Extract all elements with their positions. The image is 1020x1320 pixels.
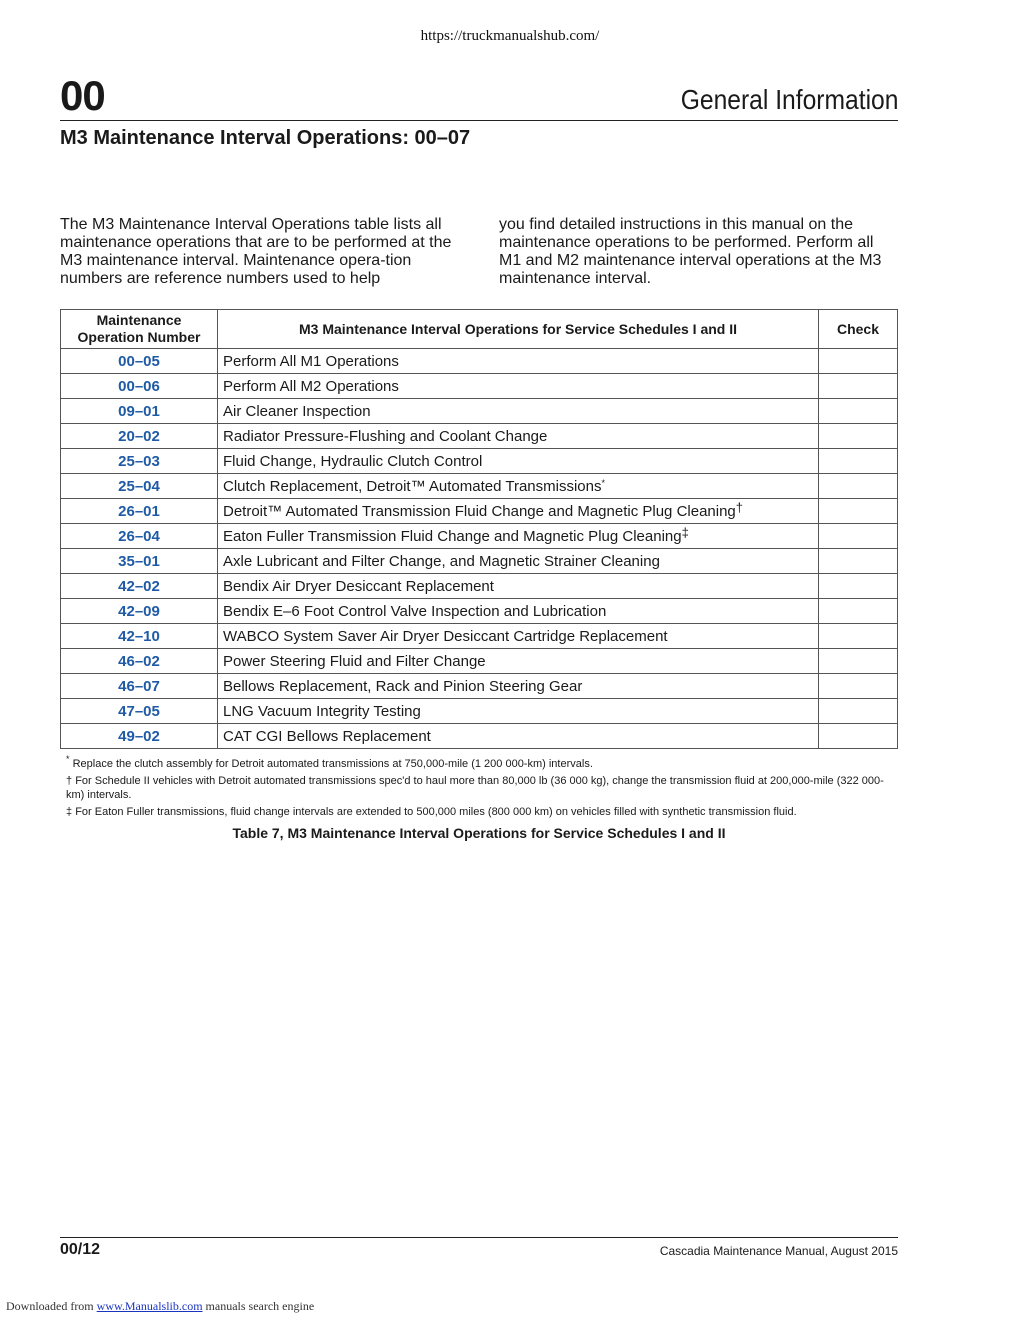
check-cell[interactable]	[819, 624, 898, 649]
table-row	[61, 649, 898, 674]
operation-description	[218, 624, 819, 649]
operation-number-link[interactable]: 20–02	[61, 424, 218, 449]
operation-text: LNG Vacuum Integrity Testing	[223, 702, 421, 720]
table-row	[61, 374, 898, 399]
operation-description	[218, 474, 819, 499]
operation-description	[218, 349, 819, 374]
check-cell[interactable]	[819, 474, 898, 499]
table-row	[61, 399, 898, 424]
check-cell[interactable]	[819, 699, 898, 724]
operation-text: Eaton Fuller Transmission Fluid Change and Magnetic Plug Cleaning	[223, 527, 682, 545]
operation-description	[218, 599, 819, 624]
operation-text: Perform All M1 Operations	[223, 352, 399, 370]
operation-number-link[interactable]: 46–07	[61, 674, 218, 699]
operation-number-link[interactable]: 46–02	[61, 649, 218, 674]
check-cell[interactable]	[819, 599, 898, 624]
source-url: https://truckmanualshub.com/	[420, 28, 600, 44]
operation-description	[218, 499, 819, 524]
operation-description	[218, 674, 819, 699]
operation-number-link[interactable]: 42–10	[61, 624, 218, 649]
table-row	[61, 449, 898, 474]
check-cell[interactable]	[819, 724, 898, 749]
operation-text: CAT CGI Bellows Replacement	[223, 727, 431, 745]
maintenance-operations-table	[60, 309, 898, 749]
check-cell[interactable]	[819, 424, 898, 449]
check-cell[interactable]	[819, 574, 898, 599]
operation-text: Bendix E–6 Foot Control Valve Inspection and Lubrication	[223, 602, 607, 620]
operation-number-link[interactable]: 25–03	[61, 449, 218, 474]
footnote-marker: ‡	[681, 524, 689, 540]
operation-number-link[interactable]: 47–05	[61, 699, 218, 724]
header-operation-number	[61, 310, 218, 349]
operation-description	[218, 424, 819, 449]
operation-number-link[interactable]: 00–05	[61, 349, 218, 374]
operation-text: Fluid Change, Hydraulic Clutch Control	[223, 452, 483, 470]
operation-text: Bellows Replacement, Rack and Pinion Steering Gear	[223, 677, 583, 695]
header-rule	[60, 120, 898, 121]
footnote-marker: *	[601, 477, 606, 488]
table-row	[61, 549, 898, 574]
page-heading: M3 Maintenance Interval Operations: 00–07	[60, 127, 471, 149]
table-row	[61, 474, 898, 499]
operation-description	[218, 574, 819, 599]
table-row	[61, 499, 898, 524]
operation-text: Detroit™ Automated Transmission Fluid Change and Magnetic Plug Cleaning	[223, 502, 736, 520]
footnote-text: Replace the clutch assembly for Detroit automated transmissions at 750,000-mile (1 200 000-km) intervals.	[72, 758, 593, 770]
page-number: 00/12	[60, 1241, 101, 1258]
footnote	[66, 754, 902, 771]
footnote-marker: †	[735, 499, 744, 515]
operation-number-link[interactable]: 42–09	[61, 599, 218, 624]
operation-text: WABCO System Saver Air Dryer Desiccant Cartridge Replacement	[223, 627, 668, 645]
footnote-marker: ‡	[66, 806, 73, 818]
operation-description	[218, 699, 819, 724]
header-number-line2: Operation Number	[77, 329, 201, 345]
operation-number-link[interactable]: 09–01	[61, 399, 218, 424]
table-footnotes	[66, 754, 902, 822]
operation-number-link[interactable]: 35–01	[61, 549, 218, 574]
check-cell[interactable]	[819, 499, 898, 524]
operation-number-link[interactable]: 00–06	[61, 374, 218, 399]
check-cell[interactable]	[819, 399, 898, 424]
footnote	[66, 805, 902, 819]
operation-description	[218, 399, 819, 424]
operation-description	[218, 724, 819, 749]
download-prefix: Downloaded from	[6, 1299, 94, 1313]
footnote-marker: *	[66, 754, 70, 764]
check-cell[interactable]	[819, 549, 898, 574]
operation-text: Clutch Replacement, Detroit™ Automated Transmissions	[223, 477, 602, 495]
table-row	[61, 624, 898, 649]
manualslib-link[interactable]: www.Manualslib.com	[96, 1299, 203, 1313]
operation-text: Radiator Pressure-Flushing and Coolant Change	[223, 427, 548, 445]
table-row	[61, 349, 898, 374]
operation-text: Bendix Air Dryer Desiccant Replacement	[223, 577, 494, 595]
section-number: 00	[60, 72, 105, 119]
table-row	[61, 599, 898, 624]
header-operation: M3 Maintenance Interval Operations for Service Schedules I and II	[218, 310, 819, 349]
manual-title: Cascadia Maintenance Manual, August 2015	[659, 1244, 898, 1258]
footer-rule	[60, 1237, 898, 1238]
intro-paragraph-right: you find detailed instructions in this manual on the maintenance operations to be performed. Perform all M1 and M2 maintenance interval operations at the M3 maintenance interval.	[499, 216, 882, 287]
check-cell[interactable]	[819, 674, 898, 699]
operation-description	[218, 524, 819, 549]
footnote-marker: †	[66, 775, 73, 787]
table-header-row	[61, 310, 898, 349]
section-title: General Information	[680, 84, 898, 115]
operation-description	[218, 549, 819, 574]
table-body	[61, 349, 898, 749]
table-caption: Table 7, M3 Maintenance Interval Operations for Service Schedules I and II	[232, 825, 726, 841]
operation-number-link[interactable]: 25–04	[61, 474, 218, 499]
check-cell[interactable]	[819, 349, 898, 374]
operation-number-link[interactable]: 26–01	[61, 499, 218, 524]
footnote-text: For Eaton Fuller transmissions, fluid change intervals are extended to 500,000 miles (800 000 km) on vehicles filled with synthetic transmission fluid.	[75, 806, 797, 818]
table-row	[61, 699, 898, 724]
operation-number-link[interactable]: 49–02	[61, 724, 218, 749]
header-check: Check	[819, 310, 898, 349]
table-row	[61, 724, 898, 749]
operation-text: Axle Lubricant and Filter Change, and Magnetic Strainer Cleaning	[223, 552, 660, 570]
operation-number-link[interactable]: 42–02	[61, 574, 218, 599]
check-cell[interactable]	[819, 374, 898, 399]
table-row	[61, 674, 898, 699]
operation-number-link[interactable]: 26–04	[61, 524, 218, 549]
table-row	[61, 424, 898, 449]
footnote	[66, 774, 902, 802]
footnote-text: For Schedule II vehicles with Detroit automated transmissions spec'd to haul more than 80,000 lb (36 000 kg), change the transmission fluid at 200,000-mile (322 000-km) intervals.	[66, 775, 884, 801]
operation-description	[218, 649, 819, 674]
intro-paragraph-left: The M3 Maintenance Interval Operations table lists all maintenance operations that are to be performed at the M3 maintenance interval. Maintenance opera-tion numbers are reference numbers used to help	[60, 216, 452, 287]
operation-text: Perform All M2 Operations	[223, 377, 399, 395]
check-cell[interactable]	[819, 649, 898, 674]
table-row	[61, 574, 898, 599]
operation-description	[218, 449, 819, 474]
operation-text: Power Steering Fluid and Filter Change	[223, 652, 486, 670]
download-note	[6, 1299, 314, 1314]
check-cell[interactable]	[819, 524, 898, 549]
operation-description	[218, 374, 819, 399]
check-cell[interactable]	[819, 449, 898, 474]
table-row	[61, 524, 898, 549]
header-number-line1: Maintenance	[96, 312, 182, 328]
download-suffix: manuals search engine	[205, 1299, 315, 1313]
operation-text: Air Cleaner Inspection	[223, 402, 371, 420]
